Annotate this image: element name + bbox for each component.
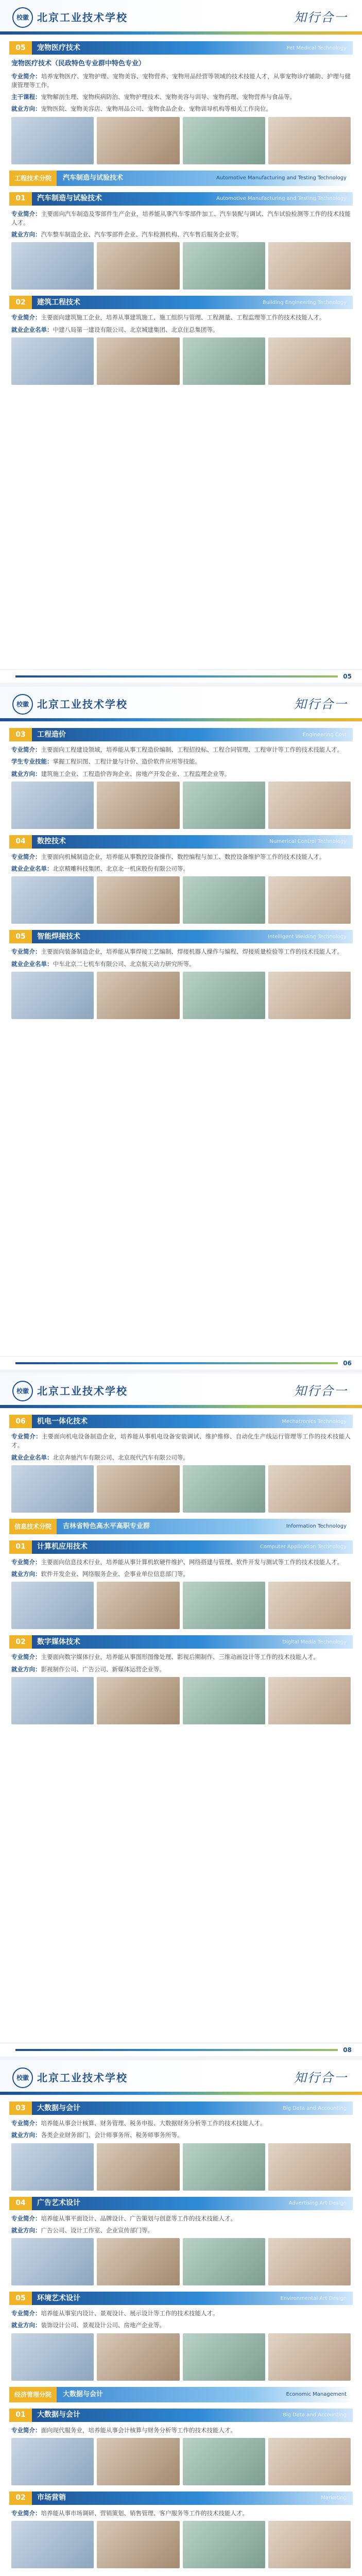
section-number: 05 bbox=[9, 930, 32, 943]
photo bbox=[183, 972, 265, 1019]
page-header bbox=[0, 0, 362, 35]
section-english-name: Engineering Cost bbox=[302, 732, 347, 738]
paragraph-text: 中建八局第一建设有限公司、北京城建集团、北京住总集团等。 bbox=[53, 326, 219, 333]
photo bbox=[97, 2238, 179, 2285]
header-stripe bbox=[0, 31, 362, 35]
section-title-bar bbox=[9, 1635, 353, 1649]
paragraph-text: 主要面向装备制造企业，培养能从事焊接工艺编制、焊接机器人操作与编程、焊接质量检验等工作的技术技能人才。 bbox=[41, 948, 343, 956]
section-english-name: Environmental Art Design bbox=[280, 2295, 347, 2301]
section-title-bar bbox=[9, 728, 353, 741]
footer-line bbox=[15, 2049, 338, 2051]
paragraph-label: 专业简介： bbox=[11, 2426, 41, 2434]
photo bbox=[268, 2333, 351, 2381]
section-name: 汽车制造与试验技术 bbox=[37, 194, 102, 202]
section-name: 环境艺术设计 bbox=[37, 2294, 80, 2302]
photo bbox=[268, 782, 351, 829]
section-number: 02 bbox=[9, 1635, 32, 1649]
photo-strip bbox=[11, 2438, 351, 2485]
paragraph-label: 专业简介： bbox=[11, 210, 41, 217]
photo bbox=[97, 242, 179, 290]
photo bbox=[268, 117, 351, 164]
department-name: 经济管理分院 bbox=[9, 2387, 57, 2402]
photo-strip bbox=[11, 2521, 351, 2568]
section-name: 市场营销 bbox=[37, 2494, 66, 2502]
section-title-bar bbox=[9, 1415, 353, 1428]
school-logo bbox=[12, 2067, 128, 2088]
section-name: 宠物医疗技术 bbox=[37, 43, 80, 52]
photo bbox=[268, 972, 351, 1019]
paragraph-text: 北京奔驰汽车有限公司、北京现代汽车有限公司等。 bbox=[53, 1453, 189, 1461]
photo bbox=[183, 242, 265, 290]
section-paragraph bbox=[11, 72, 351, 90]
brochure-page bbox=[0, 2060, 362, 2576]
section-number: 02 bbox=[9, 2492, 32, 2505]
paragraph-text: 汽车整车制造企业、汽车零部件企业、汽车检测机构、汽车售后服务企业等。 bbox=[41, 231, 243, 238]
page-header bbox=[0, 2060, 362, 2095]
page-header bbox=[0, 1374, 362, 1409]
paragraph-text: 各类企业财务部门、会计师事务所、税务师事务所等。 bbox=[41, 2131, 183, 2139]
photo bbox=[183, 1582, 265, 1629]
paragraph-label: 专业简介： bbox=[11, 2120, 41, 2127]
photo bbox=[183, 2438, 265, 2485]
page-footer bbox=[0, 669, 362, 683]
photo bbox=[11, 1582, 94, 1629]
section-paragraph bbox=[11, 770, 351, 778]
paragraph-text: 软件开发企业、网络服务企业、企事业单位信息部门等。 bbox=[41, 1570, 189, 1578]
paragraph-text: 培养能从事会计核算、财务管理、税务申报、大数据财务分析等工作的技术技能人才。 bbox=[41, 2120, 266, 2127]
photo bbox=[183, 117, 265, 164]
photo bbox=[183, 1677, 265, 1724]
section-english-name: Mechatronics Technology bbox=[282, 1418, 347, 1425]
section-title-bar bbox=[9, 835, 353, 849]
photo-strip bbox=[11, 117, 351, 164]
section-english-name: Numerical Control Technology bbox=[269, 839, 347, 845]
section-paragraph bbox=[11, 2131, 351, 2140]
section-english-name: Advertising Art Design bbox=[288, 2200, 347, 2206]
photo-strip bbox=[11, 2143, 351, 2191]
section-paragraph bbox=[11, 93, 351, 101]
section-paragraph bbox=[11, 2426, 351, 2435]
photo-strip bbox=[11, 337, 351, 385]
photo bbox=[11, 782, 94, 829]
header-stripe bbox=[0, 2092, 362, 2095]
school-seal-icon: 校徽 bbox=[12, 694, 33, 715]
section-english-name: Building Engineering Technology bbox=[263, 299, 347, 306]
department-banner bbox=[9, 171, 353, 186]
section-title-bar bbox=[9, 2492, 353, 2505]
paragraph-label: 就业企业名单： bbox=[11, 865, 53, 872]
page-divider bbox=[0, 1369, 362, 1374]
school-seal-icon: 校徽 bbox=[12, 2067, 33, 2088]
brochure-page bbox=[0, 0, 362, 683]
photo bbox=[183, 1465, 265, 1513]
paragraph-text: 影视制作公司、广告公司、新媒体运营企业等。 bbox=[41, 1665, 165, 1673]
photo bbox=[97, 1677, 179, 1724]
section-paragraph bbox=[11, 2226, 351, 2235]
photo bbox=[11, 2438, 94, 2485]
section-paragraph bbox=[11, 1653, 351, 1662]
section-title-bar bbox=[9, 2197, 353, 2210]
photo-strip bbox=[11, 1677, 351, 1724]
section-title-bar bbox=[9, 2102, 353, 2115]
paragraph-text: 宠物医院、宠物美容店、宠物用品公司、宠物食品企业、宠物训导机构等相关工作岗位。 bbox=[41, 105, 272, 113]
photo bbox=[268, 1465, 351, 1513]
paragraph-label: 专业简介： bbox=[11, 2214, 41, 2222]
footer-line bbox=[15, 675, 338, 677]
section-name: 数字媒体技术 bbox=[37, 1637, 80, 1646]
paragraph-label: 就业方向： bbox=[11, 105, 41, 113]
paragraph-label: 专业简介： bbox=[11, 1558, 41, 1566]
school-logo bbox=[12, 1381, 128, 1401]
paragraph-text: 建筑施工企业、工程造价咨询企业、房地产开发企业、工程监理企业等。 bbox=[41, 770, 231, 777]
page-number: 05 bbox=[343, 672, 352, 680]
brochure-page bbox=[0, 687, 362, 1369]
school-name: 北京工业技术学校 bbox=[37, 11, 128, 24]
school-logo bbox=[12, 694, 128, 715]
section-paragraph bbox=[11, 326, 351, 334]
department-english-name: Economic Management bbox=[286, 2392, 347, 2397]
photo-strip bbox=[11, 2333, 351, 2381]
photo bbox=[11, 2333, 94, 2381]
section-paragraph bbox=[11, 2509, 351, 2518]
photo bbox=[183, 782, 265, 829]
paragraph-label: 就业方向： bbox=[11, 2131, 41, 2139]
section-paragraph bbox=[11, 1558, 351, 1567]
section-number: 05 bbox=[9, 41, 32, 55]
paragraph-text: 主要面向工程建设领域，培养能从事工程造价编制、工程招投标、工程合同管理、工程审计等工作的技术技能人才。 bbox=[41, 746, 343, 753]
photo bbox=[97, 1465, 179, 1513]
photo bbox=[183, 2521, 265, 2568]
school-name: 北京工业技术学校 bbox=[37, 1385, 128, 1397]
photo bbox=[11, 242, 94, 290]
paragraph-text: 广告公司、设计工作室、企业宣传部门等。 bbox=[41, 2226, 153, 2234]
paragraph-label: 就业企业名单： bbox=[11, 960, 53, 968]
photo bbox=[97, 876, 179, 924]
photo-strip bbox=[11, 876, 351, 924]
section-number: 06 bbox=[9, 1415, 32, 1428]
section-english-name: Computer Application Technology bbox=[260, 1544, 347, 1550]
department-name: 信息技术分院 bbox=[9, 1519, 57, 1534]
section-name: 计算机应用技术 bbox=[37, 1543, 88, 1551]
photo bbox=[97, 2521, 179, 2568]
paragraph-label: 就业方向： bbox=[11, 770, 41, 777]
section-number: 02 bbox=[9, 296, 32, 309]
photo bbox=[11, 1677, 94, 1724]
photo bbox=[268, 242, 351, 290]
photo bbox=[183, 2238, 265, 2285]
section-title-bar bbox=[9, 192, 353, 206]
department-description: 吉林省特色高水平高职专业群 bbox=[63, 1522, 150, 1530]
section-english-name: Intelligent Welding Technology bbox=[268, 934, 347, 940]
page-divider bbox=[0, 2056, 362, 2060]
photo bbox=[268, 2238, 351, 2285]
paragraph-label: 专业简介： bbox=[11, 314, 41, 321]
paragraph-label: 就业方向： bbox=[11, 2321, 41, 2329]
section-name: 大数据与会计 bbox=[37, 2411, 80, 2419]
paragraph-text: 主要面向数字媒体行业，培养能从事图形图像处理、影视后期制作、三维动画设计等工作的技术技能人才。 bbox=[41, 1653, 319, 1661]
photo-strip bbox=[11, 782, 351, 829]
paragraph-text: 主要面向汽车制造及零部件生产企业，培养能从事汽车零部件加工、汽车装配与调试、汽车试验检测等工作的技术技能人才。 bbox=[11, 210, 351, 226]
brochure-page bbox=[0, 1374, 362, 2056]
photo bbox=[268, 2521, 351, 2568]
section-number: 04 bbox=[9, 835, 32, 849]
photo bbox=[11, 2521, 94, 2568]
department-description: 汽车制造与试验技术 bbox=[63, 174, 124, 182]
photo bbox=[183, 2143, 265, 2191]
paragraph-text: 主要面向建筑施工企业，培养从事建筑施工、施工组织与管理、工程测量、工程监理等工作的技术技能人才。 bbox=[41, 314, 325, 321]
paragraph-label: 专业简介： bbox=[11, 948, 41, 956]
photo bbox=[183, 876, 265, 924]
section-title-bar bbox=[9, 1540, 353, 1554]
section-english-name: Automotive Manufacturing and Testing Technology bbox=[216, 196, 347, 201]
photo bbox=[268, 1582, 351, 1629]
photo-strip bbox=[11, 2238, 351, 2285]
section-english-name: Digital Media Technology bbox=[282, 1639, 347, 1645]
school-motto: 知行合一 bbox=[294, 2071, 348, 2085]
section-name: 广告艺术设计 bbox=[37, 2199, 80, 2207]
paragraph-label: 就业企业名单： bbox=[11, 326, 53, 333]
section-subtitle: 宠物医疗技术（民政特色专业群中特色专业） bbox=[11, 60, 146, 67]
section-paragraph bbox=[11, 210, 351, 228]
paragraph-label: 专业简介： bbox=[11, 1653, 41, 1661]
section-english-name: Marketing bbox=[321, 2495, 347, 2501]
paragraph-label: 就业方向： bbox=[11, 1570, 41, 1578]
section-number: 01 bbox=[9, 192, 32, 206]
section-number: 01 bbox=[9, 1540, 32, 1554]
section-english-name: Pet Medical Technology bbox=[286, 45, 347, 51]
section-paragraph bbox=[11, 105, 351, 113]
school-logo bbox=[12, 7, 128, 28]
paragraph-text: 中车北京二七机车有限公司、北京航天动力研究所等。 bbox=[53, 960, 195, 968]
section-name: 智能焊接技术 bbox=[37, 932, 80, 941]
paragraph-text: 面向现代服务业，培养能从事会计核算与财务分析等工作的技术技能人才。 bbox=[41, 2426, 236, 2434]
photo bbox=[97, 2333, 179, 2381]
photo bbox=[11, 117, 94, 164]
photo bbox=[268, 2438, 351, 2485]
section-paragraph bbox=[11, 745, 351, 754]
page-header bbox=[0, 687, 362, 722]
section-number: 05 bbox=[9, 2292, 32, 2305]
photo bbox=[97, 1582, 179, 1629]
section-english-name: Big Data and Accounting bbox=[282, 2105, 347, 2111]
section-english-name: Big Data and Accounting bbox=[282, 2412, 347, 2418]
paragraph-label: 专业简介： bbox=[11, 853, 41, 860]
section-paragraph bbox=[11, 865, 351, 873]
school-name: 北京工业技术学校 bbox=[37, 2072, 128, 2084]
photo bbox=[268, 876, 351, 924]
section-paragraph bbox=[11, 2119, 351, 2128]
paragraph-text: 培养能从事室内设计、景观设计、展示设计等工作的技术技能人才。 bbox=[41, 2310, 219, 2317]
section-paragraph bbox=[11, 853, 351, 861]
section-number: 03 bbox=[9, 728, 32, 741]
paragraph-text: 主要面向机械制造企业，培养能从事数控设备操作、数控编程与加工、数控设备维护等工作的技术技能人才。 bbox=[41, 853, 325, 860]
photo bbox=[11, 1465, 94, 1513]
photo bbox=[183, 2333, 265, 2381]
paragraph-label: 就业方向： bbox=[11, 1665, 41, 1673]
photo bbox=[11, 876, 94, 924]
paragraph-label: 就业企业名单： bbox=[11, 1453, 53, 1461]
paragraph-text: 培养宠物医疗、宠物护理、宠物美容、宠物营养、宠物用品经营等领域的技术技能人才，从事宠物诊疗辅助、护理与健康管理等工作。 bbox=[11, 72, 351, 89]
section-paragraph bbox=[11, 1432, 351, 1450]
section-paragraph bbox=[11, 230, 351, 239]
section-paragraph bbox=[11, 2214, 351, 2223]
photo-strip bbox=[11, 1465, 351, 1513]
section-paragraph bbox=[11, 2309, 351, 2318]
footer-line bbox=[15, 1362, 338, 1364]
school-motto: 知行合一 bbox=[294, 1384, 348, 1398]
school-seal-icon: 校徽 bbox=[12, 1381, 33, 1401]
page-footer bbox=[0, 1356, 362, 1369]
department-banner bbox=[9, 1519, 353, 1534]
header-stripe bbox=[0, 718, 362, 721]
department-banner bbox=[9, 2387, 353, 2402]
paragraph-label: 专业简介： bbox=[11, 746, 41, 753]
photo bbox=[183, 337, 265, 385]
page-number: 08 bbox=[343, 2046, 352, 2054]
section-number: 01 bbox=[9, 2409, 32, 2422]
section-paragraph bbox=[11, 2321, 351, 2330]
section-paragraph bbox=[11, 757, 351, 766]
paragraph-label: 专业简介： bbox=[11, 72, 41, 80]
paragraph-text: 主要面向机电设备制造企业，培养能从事机电设备安装调试、维护维修、自动化生产线运行管理等工作的技术技能人才。 bbox=[11, 1433, 351, 1449]
page-divider bbox=[0, 683, 362, 687]
section-number: 04 bbox=[9, 2197, 32, 2210]
paragraph-text: 北京精雕科技集团、北京北一机床股份有限公司等。 bbox=[53, 865, 189, 872]
paragraph-text: 培养能从事平面设计、品牌设计、广告策划与创意等工作的技术技能人才。 bbox=[41, 2214, 236, 2222]
department-name: 工程技术分院 bbox=[9, 171, 57, 186]
paragraph-text: 掌握工程识图、工程计量与计价、造价软件应用等技能。 bbox=[53, 758, 201, 766]
section-name: 大数据与会计 bbox=[37, 2104, 80, 2112]
photo bbox=[268, 2143, 351, 2191]
paragraph-label: 就业方向： bbox=[11, 231, 41, 238]
photo bbox=[97, 117, 179, 164]
paragraph-label: 主干课程： bbox=[11, 93, 41, 100]
school-seal-icon: 校徽 bbox=[12, 7, 33, 28]
section-paragraph bbox=[11, 960, 351, 969]
school-name: 北京工业技术学校 bbox=[37, 698, 128, 710]
photo bbox=[97, 2143, 179, 2191]
photo bbox=[97, 972, 179, 1019]
photo bbox=[11, 2143, 94, 2191]
paragraph-label: 就业方向： bbox=[11, 2226, 41, 2234]
paragraph-label: 专业简介： bbox=[11, 2310, 41, 2317]
paragraph-text: 装饰设计公司、景观设计公司、房地产企业等。 bbox=[41, 2321, 165, 2329]
section-title-bar bbox=[9, 41, 353, 55]
header-stripe bbox=[0, 1405, 362, 1408]
photo-strip bbox=[11, 242, 351, 290]
section-paragraph bbox=[11, 1570, 351, 1579]
section-paragraph bbox=[11, 1665, 351, 1674]
photo bbox=[97, 337, 179, 385]
school-motto: 知行合一 bbox=[294, 697, 348, 711]
paragraph-text: 宠物解剖生理、宠物疾病防治、宠物护理技术、宠物美容与训导、宠物药理、宠物营养与食品等。 bbox=[41, 93, 296, 100]
photo-strip bbox=[11, 1582, 351, 1629]
photo bbox=[11, 2238, 94, 2285]
section-paragraph bbox=[11, 313, 351, 322]
section-paragraph bbox=[11, 947, 351, 956]
section-title-bar bbox=[9, 296, 353, 309]
photo bbox=[268, 337, 351, 385]
photo bbox=[268, 1677, 351, 1724]
section-paragraph bbox=[11, 1453, 351, 1462]
photo bbox=[97, 2438, 179, 2485]
paragraph-label: 专业简介： bbox=[11, 2509, 41, 2517]
paragraph-text: 培养能从事市场调研、营销策划、销售管理、客户服务等工作的技术技能人才。 bbox=[41, 2509, 248, 2517]
section-name: 建筑工程技术 bbox=[37, 298, 80, 307]
paragraph-label: 学生专业技能： bbox=[11, 758, 53, 766]
photo bbox=[11, 337, 94, 385]
section-title-bar bbox=[9, 930, 353, 943]
section-name: 工程造价 bbox=[37, 730, 66, 739]
photo-strip bbox=[11, 972, 351, 1019]
photo bbox=[11, 972, 94, 1019]
section-title-bar bbox=[9, 2292, 353, 2305]
photo bbox=[97, 782, 179, 829]
section-title-bar bbox=[9, 2409, 353, 2422]
paragraph-text: 主要面向信息技术行业，培养能从事计算机软硬件维护、网络搭建与管理、软件开发与测试等工作的技术技能人才。 bbox=[41, 1558, 343, 1566]
department-english-name: Information Technology bbox=[286, 1523, 347, 1530]
section-name: 机电一体化技术 bbox=[37, 1417, 88, 1426]
paragraph-label: 专业简介： bbox=[11, 1433, 42, 1440]
page-footer bbox=[0, 2043, 362, 2056]
section-name: 数控技术 bbox=[37, 837, 66, 846]
department-description: 大数据与会计 bbox=[63, 2390, 104, 2398]
page-number: 06 bbox=[343, 1359, 352, 1367]
section-number: 03 bbox=[9, 2102, 32, 2115]
school-motto: 知行合一 bbox=[294, 10, 348, 25]
department-english-name: Automotive Manufacturing and Testing Technology bbox=[216, 175, 347, 181]
